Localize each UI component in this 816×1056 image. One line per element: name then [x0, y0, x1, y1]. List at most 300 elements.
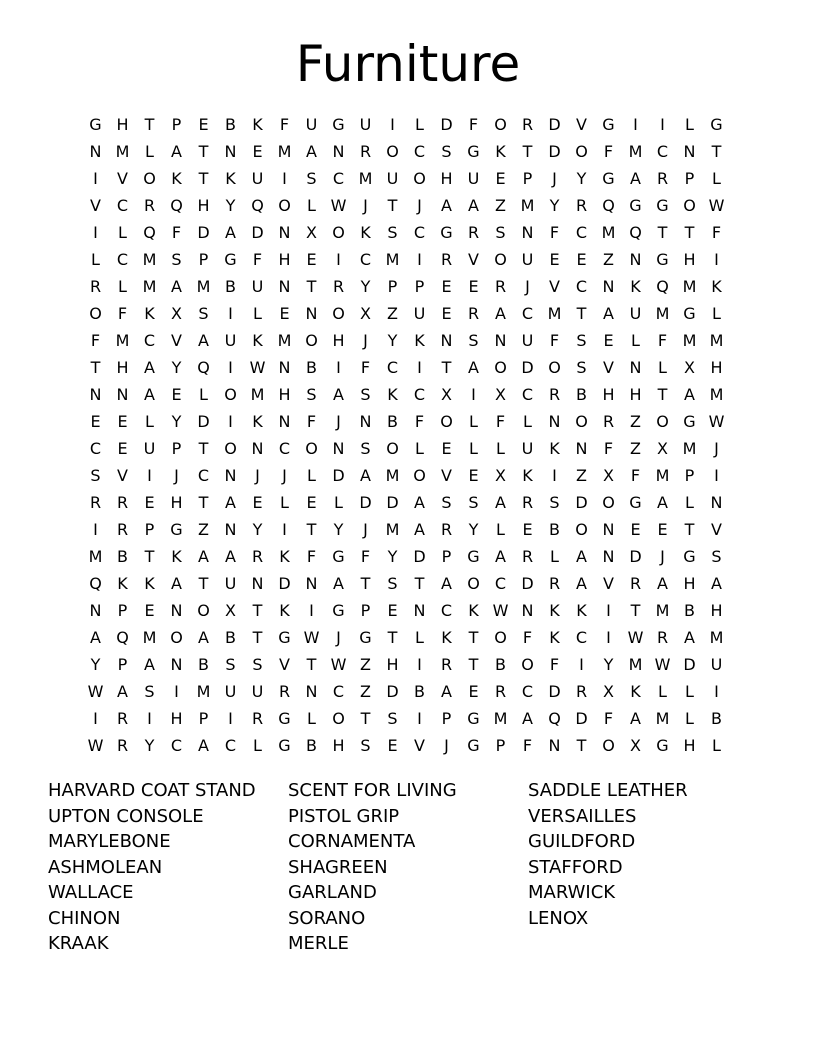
- grid-letter: A: [711, 574, 722, 593]
- grid-letter: Z: [387, 304, 398, 323]
- grid-letter: K: [171, 547, 182, 566]
- grid-letter: E: [90, 412, 101, 431]
- grid-letter: H: [332, 736, 345, 755]
- grid-letter: T: [198, 142, 209, 161]
- grid-letter: R: [575, 196, 588, 215]
- grid-letter: F: [549, 223, 560, 242]
- grid-letter: R: [116, 520, 129, 539]
- grid-letter: B: [306, 736, 317, 755]
- grid-letter: U: [413, 304, 426, 323]
- grid-letter: M: [601, 223, 616, 242]
- grid-letter: N: [305, 682, 318, 701]
- grid-letter: Y: [468, 520, 479, 539]
- grid-letter: F: [522, 736, 533, 755]
- grid-letter: J: [363, 196, 368, 215]
- grid-letter: F: [90, 331, 101, 350]
- grid-row: [82, 354, 742, 381]
- grid-letter: T: [360, 574, 371, 593]
- grid-letter: G: [656, 736, 669, 755]
- grid-letter: P: [144, 520, 155, 539]
- grid-letter: O: [521, 655, 534, 674]
- grid-letter: N: [683, 142, 696, 161]
- grid-letter: G: [683, 412, 696, 431]
- grid-letter: S: [441, 493, 452, 512]
- grid-letter: O: [305, 331, 318, 350]
- grid-letter: P: [684, 466, 695, 485]
- grid-letter: A: [198, 547, 209, 566]
- grid-letter: O: [413, 169, 426, 188]
- grid-letter: R: [467, 223, 480, 242]
- grid-letter: R: [440, 520, 453, 539]
- grid-letter: O: [305, 439, 318, 458]
- grid-letter: O: [467, 574, 480, 593]
- grid-letter: T: [198, 439, 209, 458]
- grid-letter: K: [576, 601, 587, 620]
- grid-letter: D: [251, 223, 264, 242]
- grid-letter: H: [170, 493, 183, 512]
- grid-letter: A: [144, 655, 155, 674]
- grid-letter: O: [494, 250, 507, 269]
- grid-letter: I: [228, 412, 233, 431]
- grid-letter: N: [278, 223, 291, 242]
- grid-letter: N: [548, 412, 561, 431]
- grid-letter: A: [225, 493, 236, 512]
- grid-letter: M: [142, 277, 157, 296]
- grid-letter: R: [494, 682, 507, 701]
- grid-letter: P: [171, 115, 182, 134]
- grid-letter: T: [387, 196, 398, 215]
- grid-letter: G: [602, 169, 615, 188]
- grid-letter: L: [469, 412, 478, 431]
- grid-letter: H: [683, 250, 696, 269]
- grid-letter: R: [278, 682, 291, 701]
- grid-letter: C: [521, 385, 534, 404]
- grid-letter: Q: [602, 196, 615, 215]
- grid-letter: N: [224, 142, 237, 161]
- grid-letter: A: [306, 142, 317, 161]
- grid-letter: J: [282, 466, 287, 485]
- grid-letter: O: [413, 466, 426, 485]
- grid-letter: K: [144, 574, 155, 593]
- grid-letter: N: [251, 439, 264, 458]
- grid-letter: V: [279, 655, 290, 674]
- grid-letter: K: [522, 466, 533, 485]
- grid-letter: H: [116, 358, 129, 377]
- grid-letter: L: [280, 493, 289, 512]
- grid-letter: K: [171, 169, 182, 188]
- grid-letter: I: [228, 304, 233, 323]
- grid-letter: U: [521, 439, 534, 458]
- grid-letter: T: [144, 547, 155, 566]
- grid-letter: B: [117, 547, 128, 566]
- grid-letter: L: [685, 493, 694, 512]
- grid-letter: M: [682, 439, 697, 458]
- grid-letter: C: [521, 304, 534, 323]
- grid-letter: P: [495, 736, 506, 755]
- grid-letter: N: [278, 277, 291, 296]
- grid-letter: A: [333, 574, 344, 593]
- grid-letter: K: [549, 439, 560, 458]
- grid-letter: N: [602, 520, 615, 539]
- grid-letter: S: [360, 439, 371, 458]
- grid-row: [82, 732, 742, 759]
- grid-letter: T: [657, 385, 668, 404]
- grid-letter: R: [359, 142, 372, 161]
- grid-letter: F: [630, 466, 641, 485]
- grid-letter: T: [252, 628, 263, 647]
- grid-letter: C: [575, 277, 588, 296]
- grid-letter: U: [224, 574, 237, 593]
- grid-letter: S: [198, 304, 209, 323]
- grid-row: [82, 408, 742, 435]
- word-column: [48, 778, 288, 957]
- grid-letter: N: [521, 601, 534, 620]
- grid-letter: N: [629, 358, 642, 377]
- grid-letter: A: [171, 574, 182, 593]
- grid-letter: I: [228, 358, 233, 377]
- grid-letter: E: [441, 304, 452, 323]
- grid-letter: E: [495, 169, 506, 188]
- grid-letter: F: [360, 358, 371, 377]
- grid-letter: I: [606, 628, 611, 647]
- grid-letter: L: [415, 115, 424, 134]
- grid-letter: K: [630, 277, 641, 296]
- grid-letter: L: [253, 736, 262, 755]
- grid-letter: N: [602, 547, 615, 566]
- grid-letter: R: [89, 493, 102, 512]
- grid-letter: A: [657, 574, 668, 593]
- grid-letter: G: [440, 223, 453, 242]
- grid-letter: A: [198, 628, 209, 647]
- grid-letter: X: [225, 601, 236, 620]
- grid-letter: M: [385, 466, 400, 485]
- grid-letter: I: [93, 223, 98, 242]
- grid-letter: K: [279, 547, 290, 566]
- grid-letter: W: [708, 196, 725, 215]
- grid-letter: L: [712, 304, 721, 323]
- grid-letter: M: [709, 628, 724, 647]
- grid-letter: L: [685, 682, 694, 701]
- grid-letter: T: [630, 601, 641, 620]
- grid-letter: L: [415, 628, 424, 647]
- grid-letter: G: [278, 628, 291, 647]
- grid-letter: M: [385, 250, 400, 269]
- grid-letter: D: [197, 223, 210, 242]
- grid-row: [82, 705, 742, 732]
- grid-row: [82, 624, 742, 651]
- word-list-item: MARYLEBONE: [48, 831, 171, 852]
- grid-letter: R: [251, 547, 264, 566]
- grid-letter: F: [360, 547, 371, 566]
- grid-letter: P: [441, 547, 452, 566]
- grid-letter: A: [630, 709, 641, 728]
- grid-letter: N: [251, 574, 264, 593]
- grid-letter: B: [225, 115, 236, 134]
- grid-letter: K: [252, 412, 263, 431]
- grid-letter: L: [496, 520, 505, 539]
- grid-letter: P: [171, 439, 182, 458]
- grid-letter: M: [655, 466, 670, 485]
- grid-letter: V: [414, 736, 425, 755]
- grid-letter: I: [336, 358, 341, 377]
- grid-letter: H: [440, 169, 453, 188]
- grid-letter: U: [224, 331, 237, 350]
- grid-letter: S: [387, 223, 398, 242]
- grid-letter: J: [417, 196, 422, 215]
- word-list-item: GUILDFORD: [528, 831, 636, 852]
- grid-letter: T: [306, 520, 317, 539]
- grid-letter: P: [414, 277, 425, 296]
- grid-letter: G: [278, 709, 291, 728]
- grid-letter: P: [117, 601, 128, 620]
- grid-letter: C: [521, 682, 534, 701]
- grid-letter: A: [90, 628, 101, 647]
- grid-row: [82, 435, 742, 462]
- grid-row: [82, 651, 742, 678]
- grid-letter: G: [656, 250, 669, 269]
- grid-letter: I: [714, 466, 719, 485]
- word-list-item: MARWICK: [528, 882, 616, 903]
- word-list-item: PISTOL GRIP: [288, 805, 400, 827]
- grid-letter: K: [360, 223, 371, 242]
- grid-letter: V: [117, 169, 128, 188]
- grid-row: [82, 597, 742, 624]
- grid-letter: R: [656, 169, 669, 188]
- grid-letter: M: [682, 277, 697, 296]
- grid-letter: C: [332, 169, 345, 188]
- grid-letter: X: [630, 736, 641, 755]
- grid-letter: C: [413, 142, 426, 161]
- word-list-item: CORNAMENTA: [288, 831, 416, 852]
- grid-letter: M: [115, 142, 130, 161]
- grid-letter: Z: [576, 466, 587, 485]
- grid-letter: D: [575, 709, 588, 728]
- grid-letter: S: [360, 736, 371, 755]
- grid-letter: Q: [629, 223, 642, 242]
- grid-letter: S: [441, 142, 452, 161]
- grid-letter: R: [521, 115, 534, 134]
- grid-letter: W: [330, 196, 347, 215]
- word-list-item: GARLAND: [288, 882, 377, 903]
- grid-letter: A: [630, 169, 641, 188]
- grid-letter: P: [117, 655, 128, 674]
- grid-letter: I: [579, 655, 584, 674]
- grid-letter: I: [606, 601, 611, 620]
- grid-letter: I: [93, 709, 98, 728]
- grid-letter: O: [278, 196, 291, 215]
- grid-letter: C: [116, 250, 129, 269]
- grid-letter: Z: [495, 196, 506, 215]
- grid-letter: G: [683, 304, 696, 323]
- grid-letter: B: [495, 655, 506, 674]
- grid-letter: U: [224, 682, 237, 701]
- grid-letter: C: [575, 223, 588, 242]
- grid-letter: D: [197, 412, 210, 431]
- grid-letter: F: [117, 304, 128, 323]
- grid-letter: T: [198, 574, 209, 593]
- grid-letter: J: [444, 736, 449, 755]
- grid-letter: M: [709, 385, 724, 404]
- grid-letter: M: [142, 250, 157, 269]
- grid-letter: Z: [603, 250, 614, 269]
- grid-letter: S: [576, 358, 587, 377]
- grid-letter: L: [199, 385, 208, 404]
- grid-letter: L: [253, 304, 262, 323]
- grid-letter: Q: [251, 196, 264, 215]
- grid-letter: Q: [548, 709, 561, 728]
- grid-letter: F: [414, 412, 425, 431]
- grid-letter: W: [654, 655, 671, 674]
- grid-letter: G: [683, 547, 696, 566]
- grid-letter: K: [549, 628, 560, 647]
- grid-letter: Q: [143, 223, 156, 242]
- grid-letter: O: [143, 169, 156, 188]
- grid-letter: M: [385, 520, 400, 539]
- grid-letter: J: [255, 466, 260, 485]
- grid-letter: R: [656, 628, 669, 647]
- grid-letter: U: [251, 169, 264, 188]
- grid-letter: M: [628, 142, 643, 161]
- grid-letter: H: [683, 574, 696, 593]
- grid-letter: G: [170, 520, 183, 539]
- grid-letter: E: [522, 520, 533, 539]
- grid-letter: M: [628, 655, 643, 674]
- grid-letter: A: [414, 493, 425, 512]
- grid-letter: E: [441, 277, 452, 296]
- grid-letter: B: [576, 385, 587, 404]
- grid-letter: X: [495, 466, 506, 485]
- grid-letter: S: [387, 709, 398, 728]
- grid-letter: W: [87, 736, 104, 755]
- grid-letter: F: [549, 655, 560, 674]
- grid-letter: R: [251, 709, 264, 728]
- grid-letter: F: [495, 412, 506, 431]
- grid-letter: N: [602, 277, 615, 296]
- grid-letter: M: [520, 196, 535, 215]
- grid-letter: A: [657, 493, 668, 512]
- word-list-item: LENOX: [528, 907, 589, 929]
- grid-letter: N: [305, 304, 318, 323]
- grid-letter: I: [714, 250, 719, 269]
- grid-letter: A: [495, 493, 506, 512]
- grid-row: [82, 273, 742, 300]
- grid-letter: T: [306, 277, 317, 296]
- grid-letter: H: [197, 196, 210, 215]
- grid-letter: N: [224, 466, 237, 485]
- grid-letter: U: [251, 682, 264, 701]
- grid-letter: G: [467, 547, 480, 566]
- grid-letter: M: [493, 709, 508, 728]
- grid-letter: V: [117, 466, 128, 485]
- grid-letter: A: [576, 574, 587, 593]
- grid-letter: U: [251, 277, 264, 296]
- grid-letter: B: [198, 655, 209, 674]
- grid-letter: V: [171, 331, 182, 350]
- grid-letter: A: [117, 682, 128, 701]
- grid-letter: E: [387, 736, 398, 755]
- grid-letter: D: [359, 493, 372, 512]
- grid-letter: S: [576, 331, 587, 350]
- grid-row: [82, 165, 742, 192]
- grid-letter: O: [386, 142, 399, 161]
- grid-letter: D: [386, 682, 399, 701]
- grid-letter: L: [685, 115, 694, 134]
- grid-letter: L: [469, 439, 478, 458]
- grid-letter: M: [655, 304, 670, 323]
- grid-letter: M: [196, 277, 211, 296]
- grid-letter: D: [413, 547, 426, 566]
- grid-letter: J: [363, 331, 368, 350]
- grid-letter: J: [336, 412, 341, 431]
- grid-letter: V: [603, 358, 614, 377]
- grid-letter: K: [630, 682, 641, 701]
- grid-letter: X: [657, 439, 668, 458]
- grid-letter: Z: [360, 682, 371, 701]
- grid-letter: O: [656, 412, 669, 431]
- word-list-item: CHINON: [48, 907, 121, 929]
- grid-letter: A: [171, 142, 182, 161]
- grid-letter: G: [710, 115, 723, 134]
- grid-letter: M: [88, 547, 103, 566]
- grid-letter: V: [576, 115, 587, 134]
- grid-letter: Q: [656, 277, 669, 296]
- grid-letter: Q: [170, 196, 183, 215]
- letter-grid: [82, 111, 742, 759]
- grid-letter: G: [467, 142, 480, 161]
- grid-letter: A: [441, 196, 452, 215]
- grid-letter: S: [549, 493, 560, 512]
- grid-letter: A: [684, 385, 695, 404]
- grid-letter: G: [332, 547, 345, 566]
- grid-letter: O: [89, 304, 102, 323]
- grid-letter: S: [495, 223, 506, 242]
- grid-letter: R: [332, 277, 345, 296]
- grid-letter: X: [684, 358, 695, 377]
- grid-letter: D: [332, 466, 345, 485]
- grid-letter: M: [655, 709, 670, 728]
- grid-letter: R: [575, 682, 588, 701]
- grid-letter: L: [145, 142, 154, 161]
- grid-letter: R: [548, 574, 561, 593]
- grid-letter: C: [224, 736, 237, 755]
- grid-letter: I: [93, 520, 98, 539]
- grid-letter: N: [89, 385, 102, 404]
- grid-letter: A: [414, 520, 425, 539]
- grid-letter: T: [360, 709, 371, 728]
- grid-letter: Y: [603, 655, 614, 674]
- grid-letter: C: [413, 223, 426, 242]
- grid-letter: I: [147, 709, 152, 728]
- word-list-item: SADDLE LEATHER: [528, 780, 688, 801]
- grid-letter: P: [684, 169, 695, 188]
- grid-letter: E: [171, 385, 182, 404]
- grid-letter: K: [252, 115, 263, 134]
- grid-letter: O: [197, 601, 210, 620]
- word-list-item: SORANO: [288, 907, 366, 929]
- grid-letter: H: [683, 736, 696, 755]
- grid-letter: E: [441, 439, 452, 458]
- grid-letter: X: [603, 466, 614, 485]
- grid-letter: I: [390, 115, 395, 134]
- grid-letter: V: [90, 196, 101, 215]
- grid-letter: C: [116, 196, 129, 215]
- grid-letter: O: [332, 223, 345, 242]
- grid-letter: B: [549, 520, 560, 539]
- grid-letter: P: [198, 709, 209, 728]
- grid-letter: D: [386, 493, 399, 512]
- grid-letter: A: [495, 547, 506, 566]
- grid-letter: H: [710, 601, 723, 620]
